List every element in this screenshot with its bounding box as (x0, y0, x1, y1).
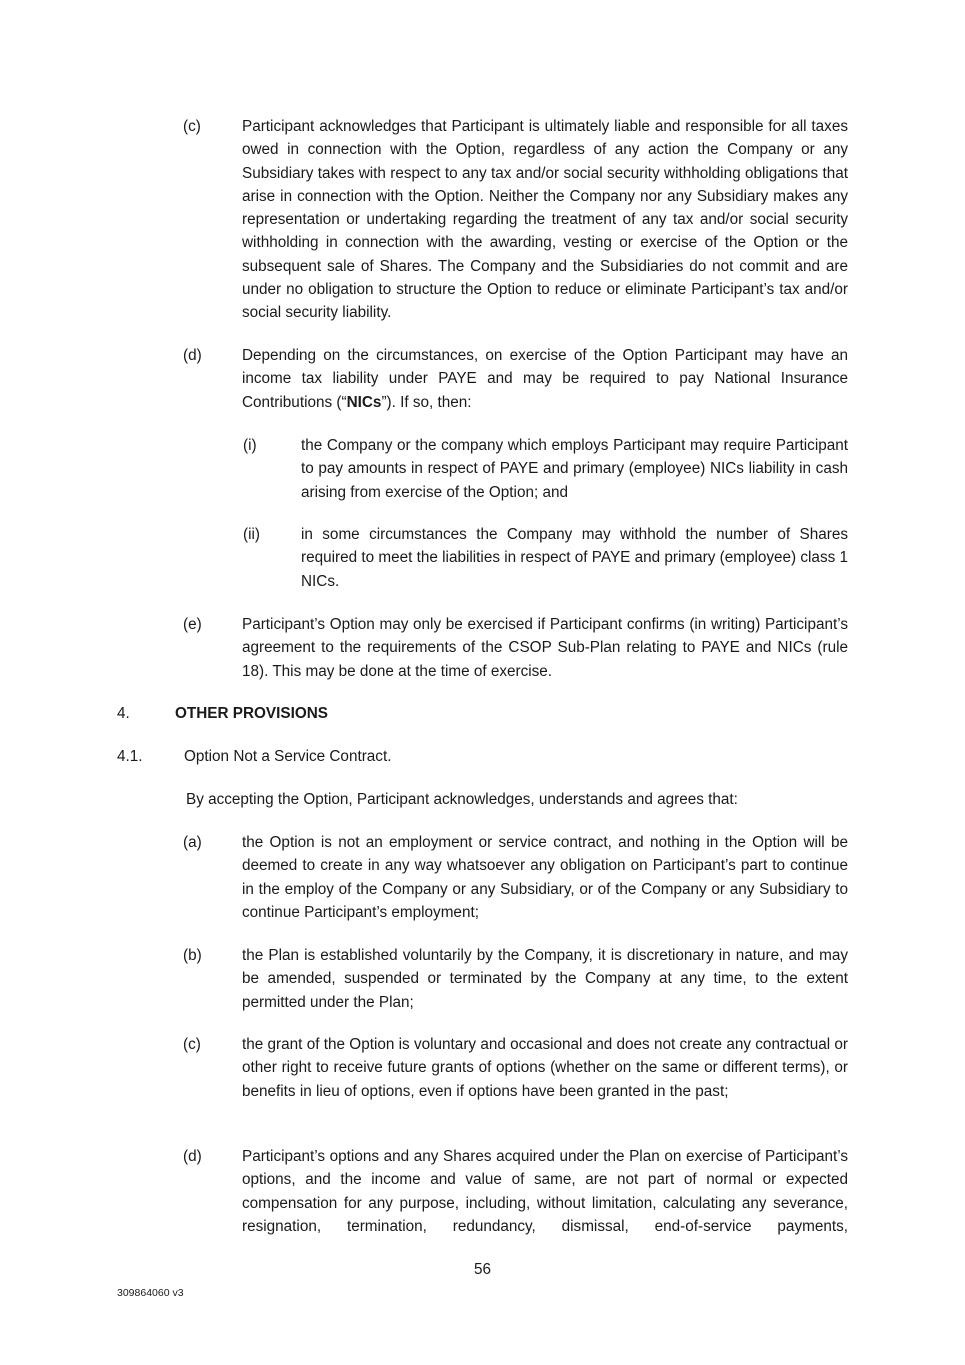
clause-text: Participant’s Option may only be exercised if Participant confirms (in writing) Participant’s agreement to the requirements of the CSOP Sub-Plan relating to PAYE and NICs (rule 18). This may be done at the time of exercise. (242, 616, 848, 680)
clause-text-after: ”). If so, then: (381, 393, 472, 411)
defined-term: NICs (346, 393, 382, 411)
page-number: 56 (473, 1261, 491, 1278)
clause-label: (c) (183, 1036, 201, 1053)
clause-label: (e) (183, 616, 202, 633)
section-number: 4. (117, 705, 130, 722)
subclause-label: (i) (243, 437, 257, 454)
subsection-number: 4.1. (117, 748, 143, 765)
clause-label: (b) (183, 947, 202, 964)
clause-label: (c) (183, 118, 201, 135)
subclause-text: the Company or the company which employs Participant may require Participant to pay amounts in respect of PAYE and primary (employee) NICs liability in cash arising from exercise of the Option; and (301, 437, 848, 501)
section-title: OTHER PROVISIONS (175, 705, 328, 722)
clause-label: (d) (183, 347, 202, 364)
clause-text: the Plan is established voluntarily by the Company, it is discretionary in nature, and may be amended, suspended or terminated by the Company at any time, to the extent permitted under the Plan; (242, 947, 848, 1011)
clause-text: Participant acknowledges that Participant is ultimately liable and responsible for all taxes owed in connection with the Option, regardless of any action the Company or any Subsidiary takes with respect to any tax and/or social security withholding obligations that arise in connection with the Option. Neither the Company nor any Subsidiary makes any representation or undertaking regarding the treatment of any tax and/or social security withholding in connection with the awarding, vesting or exercise of the Option or the subsequent sale of Shares. The Company and the Subsidiaries do not commit and are under no obligation to structure the Option to reduce or eliminate Participant’s tax and/or social security liability. (242, 118, 848, 322)
clause-label: (a) (183, 834, 202, 851)
clause-text (242, 344, 848, 414)
clause-text: the grant of the Option is voluntary and occasional and does not create any contractual or other right to receive future grants of options (whether on the same or different terms), or benefits in lieu of options, even if options have been granted in the past; (242, 1036, 848, 1100)
clause-text-before: Depending on the circumstances, on exercise of the Option Participant may have an income tax liability under PAYE and may be required to pay National Insurance Contributions (“ (242, 347, 848, 411)
document-id: 309864060 v3 (117, 1287, 184, 1299)
clause-label: (d) (183, 1148, 202, 1165)
clause-text: Participant’s options and any Shares acquired under the Plan on exercise of Participant’s options, and the income and value of same, are not part of normal or expected compensation for any purpose, including, without limitation, calculating any severance, resignation, termination, redundancy, dismissal, end-of-service payments, (242, 1148, 848, 1235)
clause-text: the Option is not an employment or service contract, and nothing in the Option will be deemed to create in any way whatsoever any obligation on Participant’s part to continue in the employ of the Company or any Subsidiary, or of the Company or any Subsidiary to continue Participant’s employment; (242, 834, 848, 921)
subsection-intro: By accepting the Option, Participant acknowledges, understands and agrees that: (186, 791, 738, 808)
subclause-label: (ii) (243, 526, 260, 543)
subclause-text: in some circumstances the Company may withhold the number of Shares required to meet the liabilities in respect of PAYE and primary (employee) class 1 NICs. (301, 526, 848, 590)
subsection-title: Option Not a Service Contract. (184, 748, 392, 765)
